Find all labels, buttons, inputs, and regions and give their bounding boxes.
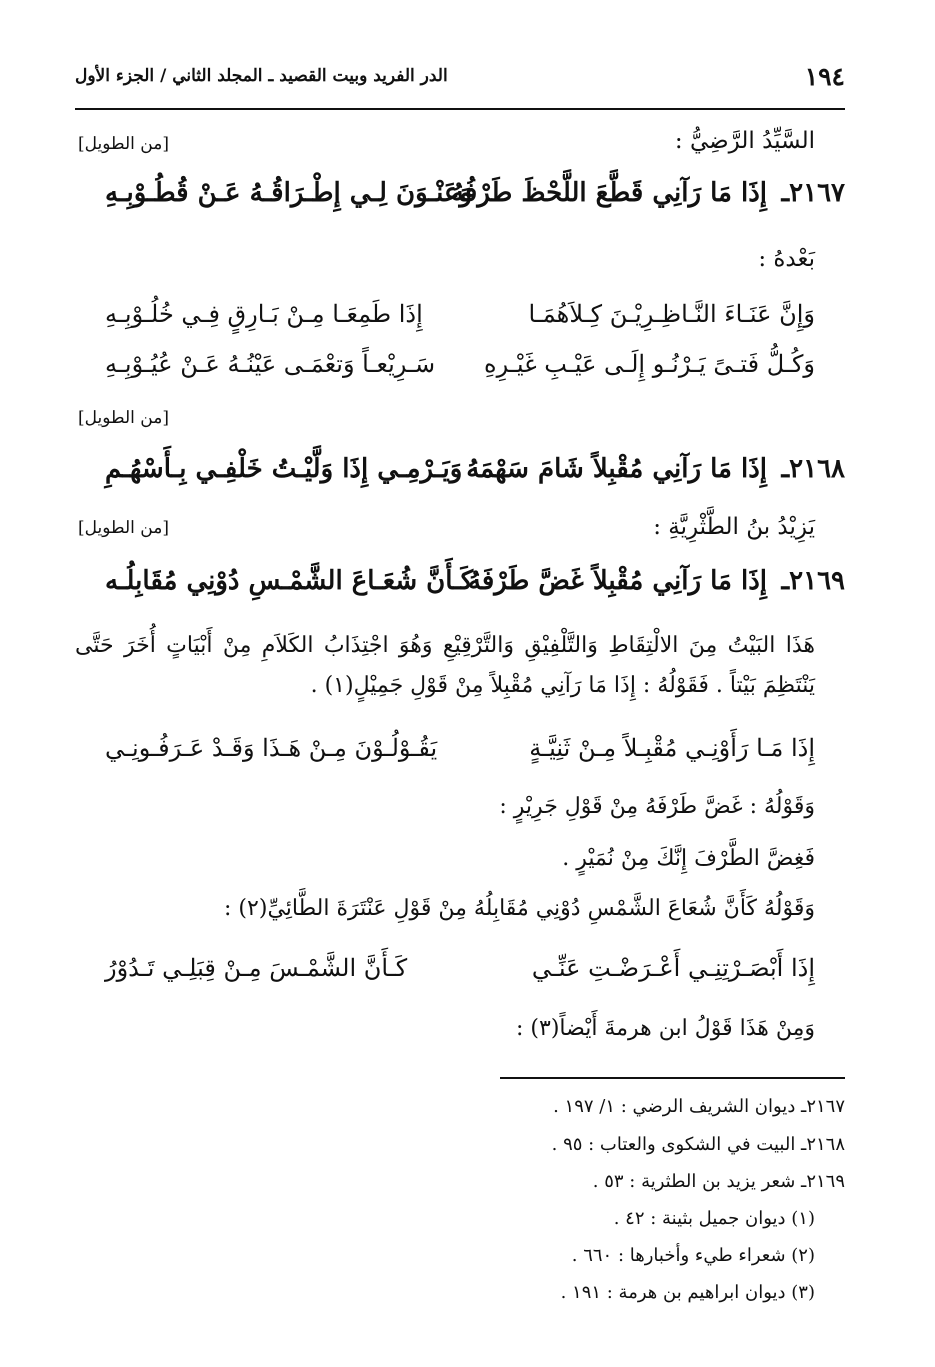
meter-label: [من الطويل] xyxy=(78,134,169,154)
poet-attribution: السَّيِّدُ الرَّضِيُّ : xyxy=(674,128,815,154)
verse-number: ٢١٦٨ـ xyxy=(781,454,845,484)
verse-hemistich-first: إِذَا مَا رَآنِي قَطَّعَ اللَّحْظَ طَرْفُهُ xyxy=(450,178,767,208)
verse-hemistich-second: إِذَا طَمِعَـا مِـنْ بَـارِقٍ فِـي خُلُـوْبِـهِ xyxy=(105,300,423,328)
prose-line: وَقَوْلُهُ كَأَنَّ شُعَاعَ الشَّمْسِ دُوْنِي مُقَابِلُهُ مِنْ قَوْلِ عَنْتَرَةَ الطَّائِيِّ(٢) : xyxy=(224,896,815,921)
prose-line: وَقَوْلُهُ : غَضَّ طَرْفَهُ مِنْ قَوْلِ جَرِيْرٍ : xyxy=(499,794,815,819)
page-number: ١٩٤ xyxy=(804,62,845,91)
section-label: بَعْدهُ : xyxy=(758,246,815,272)
verse-number: ٢١٦٧ـ xyxy=(781,178,845,208)
meter-label: [من الطويل] xyxy=(78,408,169,428)
verse-2167 xyxy=(75,178,845,226)
footnote: (٣) ديوان ابراهيم بن هرمة : ١٩١ . xyxy=(560,1282,815,1303)
verse-hemistich-first: إِذَا أَبْصَـرْتِنِـي أَعْـرَضْـتِ عَنِّـي xyxy=(531,954,815,982)
verse-hemistich-second: كَـأَنَّ شُعَـاعَ الشَّمْـسِ دُوْنِي مُقَابِلُـه xyxy=(105,566,474,596)
poet-attribution: يَزِيْدُ بنُ الطَّثْرِيَّةِ : xyxy=(653,514,815,540)
footnote: ٢١٦٩ـ شعر يزيد بن الطثرية : ٥٣ . xyxy=(592,1171,845,1192)
verse-hemistich-first: إِذَا مَـا رَأَوْنِـي مُقْبِـلاً مِـنْ ثَنِيَّـةٍ xyxy=(529,734,815,762)
verse-2169 xyxy=(75,566,845,614)
verse xyxy=(75,350,845,398)
verse-hemistich-second: يَقُـوْلُـوْنَ مِـنْ هَـذَا وَقَـدْ عَـرَفُـونِـي xyxy=(105,734,438,762)
footnote: ٢١٦٧ـ ديوان الشريف الرضي : ١/ ١٩٧ . xyxy=(553,1096,845,1117)
footnote: (١) ديوان جميل بثينة : ٤٢ . xyxy=(613,1208,815,1229)
quoted-hemistich: فَغِضَّ الطَّرْفَ إِنَّكَ مِنْ نُمَيْرٍ . xyxy=(562,846,815,871)
verse-hemistich-second: وَيَـرْمِـي إِذَا وَلَّيْـتُ خَلْفِـي بِـأَسْهُـمِ xyxy=(105,454,463,484)
verse-hemistich-second: وَعَنْـوَنَ لِـي إِطْـرَاقُـهُ عَـنْ قُطُـوْبِـهِ xyxy=(105,178,473,208)
verse-hemistich-second: كَـأَنَّ الشَّمْـسَ مِـنْ قِبَلِـي تَـدُوْرُ xyxy=(105,954,408,982)
verse-hemistich-first: وَإِنَّ عَنَـاءَ النَّـاظِـرِيْـنَ كِـلاَهُمَـا xyxy=(528,300,815,328)
verse-antara xyxy=(75,954,845,1002)
verse-hemistich-first: إِذَا مَا رَآنِي مُقْبِلاً شَامَ سَهْمَهُ xyxy=(466,454,767,484)
commentary-paragraph: هَذَا البَيْتُ مِنَ الالْتِقَاطِ وَالتَّلْفِيْقِ وَالتَّرْقِيْعِ وَهُوَ اجْتِذَابُ الكَلاَمِ مِنْ أَبْيَاتٍ أُخَرَ حَتَّى يَنْتَظِمَ بَيْتاً . فَقَوْلُهُ : إِذَا مَا رَآنِي مُقْبِلاً مِنْ قَوْلِ جَمِيْلٍ(١) . xyxy=(75,633,815,698)
running-title: الدر الفريد وبيت القصيد ـ المجلد الثاني / الجزء الأول xyxy=(75,66,448,86)
verse-hemistich-first: وَكُـلُّ فَتـىً يَـرْنُـو إِلَـى عَيْـبِ غَيْـرِهِ xyxy=(484,350,815,378)
verse-jamil xyxy=(75,734,845,782)
verse xyxy=(75,300,845,348)
footnote: (٢) شعراء طيء وأخبارها : ٦٦٠ . xyxy=(571,1245,815,1266)
footnote-rule xyxy=(500,1077,845,1079)
verse-hemistich-first: إِذَا مَا رَآنِي مُقْبِلاً غَضَّ طَرْفَهُ xyxy=(467,566,767,596)
header-rule xyxy=(75,108,845,110)
verse-2168 xyxy=(75,454,845,502)
footnote: ٢١٦٨ـ البيت في الشكوى والعتاب : ٩٥ . xyxy=(551,1134,845,1155)
prose-line: وَمِنْ هَذَا قَوْلُ ابن هرمةَ أَيْضاً(٣) : xyxy=(516,1016,815,1041)
book-page xyxy=(75,0,845,1367)
verse-hemistich-second: سَـرِيْعـاً وَتعْمَـى عَيْنُـهُ عَـنْ عُيُـوْبِـهِ xyxy=(105,350,436,378)
verse-number: ٢١٦٩ـ xyxy=(781,566,845,596)
meter-label: [من الطويل] xyxy=(78,518,169,538)
